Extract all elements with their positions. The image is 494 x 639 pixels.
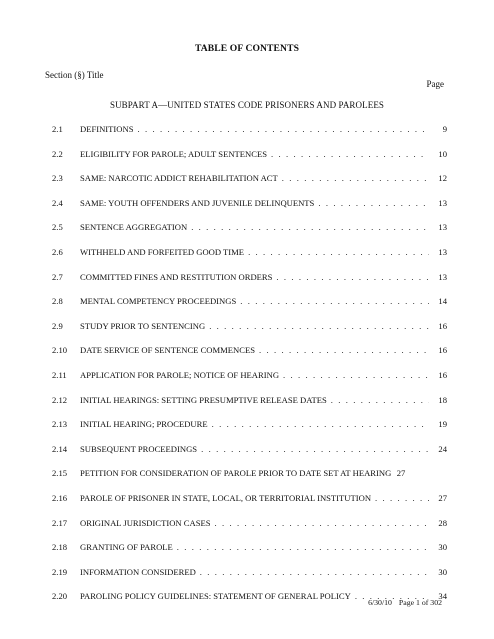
toc-leader-dots xyxy=(283,370,429,380)
toc-page-number: 13 xyxy=(438,197,447,208)
toc-leader-dots xyxy=(248,247,429,257)
toc-section-title: ELIGIBILITY FOR PAROLE; ADULT SENTENCES xyxy=(80,148,268,159)
toc-page-number: 16 xyxy=(438,369,447,380)
toc-leader-dots xyxy=(200,567,429,577)
toc-section-title: INFORMATION CONSIDERED xyxy=(80,566,196,577)
toc-entry[interactable] xyxy=(52,247,447,272)
toc-section-title: ORIGINAL JURISDICTION CASES xyxy=(80,517,211,528)
toc-entry[interactable] xyxy=(52,518,447,543)
toc-leader-dots xyxy=(209,321,429,331)
toc-section-number: 2.4 xyxy=(52,197,63,208)
toc-entry[interactable] xyxy=(52,272,447,297)
toc-entry[interactable] xyxy=(52,321,447,346)
toc-entry[interactable] xyxy=(52,444,447,469)
toc-leader-dots xyxy=(240,296,429,306)
toc-leader-dots xyxy=(201,444,429,454)
toc-page-number: 34 xyxy=(438,591,447,602)
toc-leader-dots xyxy=(259,345,429,355)
toc-page-number: 24 xyxy=(438,443,447,454)
toc-page-number: 30 xyxy=(438,542,447,553)
toc-page-number: 13 xyxy=(438,222,447,233)
toc-section-number: 2.13 xyxy=(52,419,68,430)
toc-section-number: 2.12 xyxy=(52,394,68,405)
toc-entry[interactable] xyxy=(52,395,447,420)
toc-section-title: DEFINITIONS xyxy=(80,124,134,134)
toc-section-number: 2.9 xyxy=(52,320,63,331)
toc-section-title: PAROLING POLICY GUIDELINES: STATEMENT OF GENERAL POLICY xyxy=(80,591,351,602)
toc-page-number: 16 xyxy=(438,320,447,331)
toc-leader-dots xyxy=(137,124,429,134)
toc-entry[interactable] xyxy=(52,222,447,247)
toc-entry[interactable] xyxy=(52,493,447,518)
toc-section-number: 2.18 xyxy=(52,542,68,553)
toc-section-number: 2.2 xyxy=(52,148,63,159)
toc-entry[interactable] xyxy=(52,124,447,149)
toc-section-title: INITIAL HEARINGS: SETTING PRESUMPTIVE RELEASE DATES xyxy=(80,394,327,405)
toc-section-number: 2.17 xyxy=(52,517,68,528)
toc-page-number: 19 xyxy=(438,419,447,430)
toc-section-number: 2.16 xyxy=(52,492,68,503)
toc-page-number: 27 xyxy=(396,468,406,479)
toc-leader-dots xyxy=(331,395,429,405)
toc-page-number: 13 xyxy=(438,246,447,257)
toc-page-number: 27 xyxy=(438,492,447,503)
toc-page-number: 12 xyxy=(438,173,447,184)
toc-section-title: PETITION FOR CONSIDERATION OF PAROLE PRIOR TO DATE SET AT HEARING xyxy=(80,468,392,479)
toc-page-number: 18 xyxy=(438,394,447,405)
toc-entry[interactable] xyxy=(52,567,447,592)
toc-section-number: 2.10 xyxy=(52,345,68,356)
toc-entry[interactable] xyxy=(52,468,447,493)
toc-section-title: APPLICATION FOR PAROLE; NOTICE OF HEARING xyxy=(80,369,280,380)
toc-section-number: 2.3 xyxy=(52,173,63,184)
toc-section-number: 2.19 xyxy=(52,566,68,577)
toc-section-title: SUBSEQUENT PROCEEDINGS xyxy=(80,443,198,454)
toc-section-number: 2.11 xyxy=(52,369,67,380)
toc-section-number: 2.1 xyxy=(52,124,63,134)
page-footer xyxy=(368,598,442,607)
toc-section-number: 2.5 xyxy=(52,222,63,233)
toc-list xyxy=(52,124,447,616)
toc-section-title: WITHHELD AND FORFEITED GOOD TIME xyxy=(80,246,245,257)
toc-leader-dots xyxy=(282,173,429,183)
toc-entry[interactable] xyxy=(52,198,447,223)
toc-section-title: PAROLE OF PRISONER IN STATE, LOCAL, OR TERRITORIAL INSTITUTION xyxy=(80,492,372,503)
toc-leader-dots xyxy=(191,222,429,232)
toc-section-number: 2.7 xyxy=(52,271,63,282)
toc-leader-dots xyxy=(375,493,429,503)
document-title: TABLE OF CONTENTS xyxy=(194,43,300,54)
toc-page-number: 28 xyxy=(438,517,447,528)
toc-leader-dots xyxy=(276,272,429,282)
toc-section-title: GRANTING OF PAROLE xyxy=(80,542,173,553)
toc-page-number: 13 xyxy=(438,271,447,282)
toc-section-title: SAME: YOUTH OFFENDERS AND JUVENILE DELINQUENTS xyxy=(80,197,315,208)
toc-section-title: DATE SERVICE OF SENTENCE COMMENCES xyxy=(80,345,256,356)
toc-leader-dots xyxy=(271,149,429,159)
toc-page-number: 14 xyxy=(438,296,447,307)
toc-page-number: 16 xyxy=(438,345,447,356)
toc-entry[interactable] xyxy=(52,419,447,444)
toc-leader-dots xyxy=(215,518,429,528)
toc-section-title: MENTAL COMPETENCY PROCEEDINGS xyxy=(80,296,237,307)
footer-page-number: Page 1 of 302 xyxy=(398,598,442,607)
footer-date: 6/30/10 xyxy=(368,598,392,607)
section-column-header: Section (§) Title xyxy=(45,70,104,80)
toc-entry[interactable] xyxy=(52,296,447,321)
toc-entry[interactable] xyxy=(52,149,447,174)
toc-entry[interactable] xyxy=(52,345,447,370)
toc-section-number: 2.14 xyxy=(52,443,68,454)
toc-section-title: STUDY PRIOR TO SENTENCING xyxy=(80,320,206,331)
toc-section-number: 2.15 xyxy=(52,468,68,479)
toc-entry[interactable] xyxy=(52,542,447,567)
toc-section-title: SENTENCE AGGREGATION xyxy=(80,222,188,233)
toc-page-number: 10 xyxy=(438,148,447,159)
toc-page-number: 30 xyxy=(438,566,447,577)
toc-entry[interactable] xyxy=(52,173,447,198)
toc-leader-dots xyxy=(212,419,429,429)
subpart-heading: SUBPART A—UNITED STATES CODE PRISONERS AND PAROLEES xyxy=(109,100,385,110)
toc-section-title: COMMITTED FINES AND RESTITUTION ORDERS xyxy=(80,271,273,282)
toc-page-number: 9 xyxy=(442,124,447,134)
toc-section-number: 2.8 xyxy=(52,296,63,307)
page-column-header: Page xyxy=(426,79,444,89)
toc-entry[interactable] xyxy=(52,370,447,395)
toc-section-title: INITIAL HEARING; PROCEDURE xyxy=(80,419,208,430)
toc-leader-dots xyxy=(177,542,429,552)
toc-section-number: 2.6 xyxy=(52,246,63,257)
toc-leader-dots xyxy=(318,198,429,208)
toc-section-number: 2.20 xyxy=(52,591,68,602)
toc-section-title: SAME: NARCOTIC ADDICT REHABILITATION ACT xyxy=(80,173,278,184)
